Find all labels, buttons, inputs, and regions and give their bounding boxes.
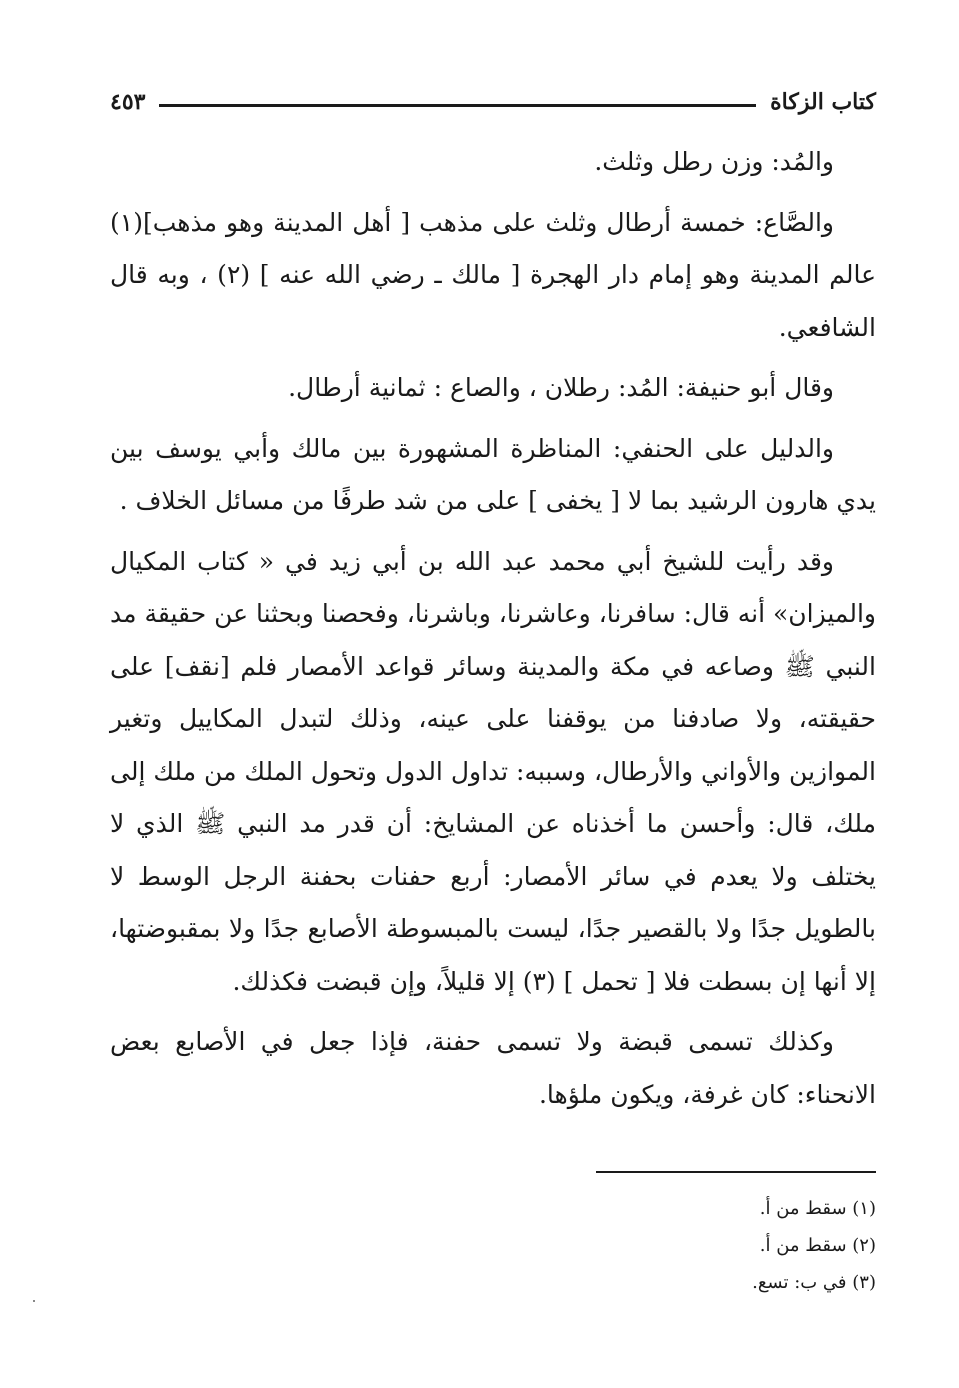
chapter-title: كتاب الزكاة bbox=[770, 89, 876, 115]
footnote-1: (١) سقط من أ. bbox=[759, 1198, 876, 1219]
paragraph-qabda: وكذلك تسمى قبضة ولا تسمى حفنة، فإذا جعل في الأصابع بعض الانحناء: كان غرفة، ويكون ملؤها. bbox=[110, 1027, 876, 1109]
footnotes bbox=[500, 1190, 876, 1301]
page-number: ٤٥٣ bbox=[110, 89, 146, 115]
main-text bbox=[110, 136, 876, 1129]
paragraph-mudd: والمُد: وزن رطل وثلث. bbox=[594, 147, 834, 176]
paragraph-ibn-abi-zayd: وقد رأيت للشيخ أبي محمد عبد الله بن أبي زيد في « كتاب المكيال والميزان» أنه قال: سافرنا، وعاشرنا، وباشرنا، وفحصنا وبحثنا عن حقيقة مد النبي ﷺ وصاعه في مكة والمدينة وسائر قواعد الأمصار فلم [نقف] على حقيقته، ولا صادفنا من يوقفنا على عينه، وذلك لتبدل المكاييل وتغير الموازين والأواني والأرطال، وسببه: تداول الدول وتحول الملك من ملك إلى ملك، قال: وأحسن ما أخذناه عن المشايخ: أن قدر مد النبي ﷺ الذي لا يختلف ولا يعدم في سائر الأمصار: أربع حفنات بحفنة الرجل الوسط لا بالطويل جدًا ولا بالقصير جدًا، ليست بالمبسوطة الأصابع جدًا ولا بمقبوضتها، إلا أنها إن بسطت فلا [ تحمل ] (٣) إلا قليلاً، وإن قبضت فكذلك. bbox=[110, 546, 876, 996]
footnote-3: (٣) في ب: تسع. bbox=[752, 1272, 876, 1293]
footnote-2: (٢) سقط من أ. bbox=[759, 1235, 876, 1256]
paragraph-abu-hanifa: وقال أبو حنيفة: المُد: رطلان ، والصاع : ثمانية أرطال. bbox=[288, 373, 834, 402]
paragraph-saa: والصَّاع: خمسة أرطال وثلث على مذهب [ أهل المدينة وهو مذهب](١) عالم المدينة وهو إمام دار الهجرة [ مالك ـ رضي الله عنه ] (٢) ، وبه قال الشافعي. bbox=[110, 207, 876, 342]
footnote-separator bbox=[596, 1171, 876, 1173]
paragraph-evidence: والدليل على الحنفي: المناظرة المشهورة بين مالك وأبي يوسف بين يدي هارون الرشيد بما لا [ يخفى ] على من شد طرفًا من مسائل الخلاف . bbox=[110, 433, 876, 515]
running-header bbox=[110, 84, 876, 120]
scan-speck bbox=[33, 1300, 35, 1302]
header-rule bbox=[159, 104, 756, 107]
